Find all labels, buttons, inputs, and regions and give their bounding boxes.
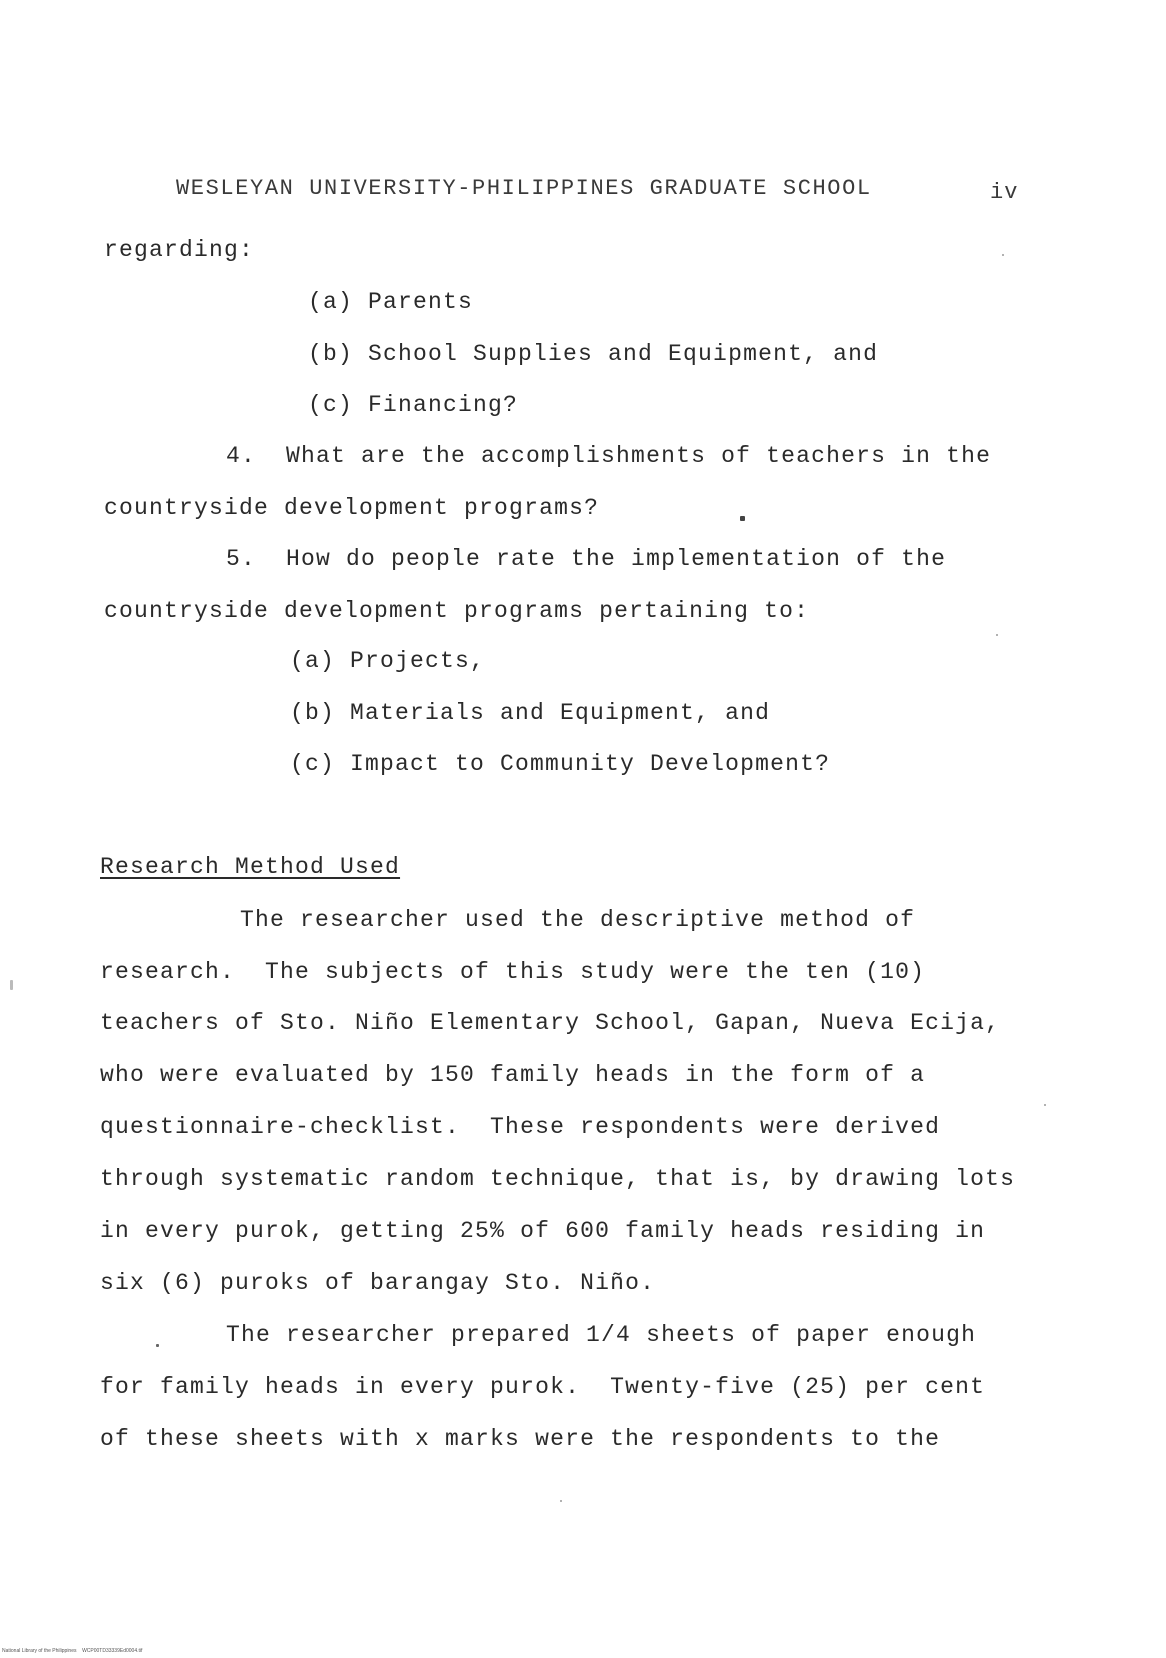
scan-speck [996,634,998,636]
body-line: (a) Projects, [290,648,486,674]
paragraph-line: teachers of Sto. Niño Elementary School, Gapan, Nueva Ecija, [100,1010,1001,1036]
scan-speck [1002,254,1004,256]
paragraph-line: through systematic random technique, that is, by drawing lots [100,1166,1016,1192]
scan-footer [2,1648,142,1654]
body-line: countryside development programs pertaining to: [104,598,810,624]
scan-speck [560,1500,562,1502]
footer-code: WCP00TD33339Ed0004.tif [82,1648,143,1654]
page-number: iv [990,180,1019,205]
scan-speck [10,980,13,990]
paragraph-line: who were evaluated by 150 family heads in the form of a [100,1062,926,1088]
body-line: 4. What are the accomplishments of teachers in the [226,443,992,469]
body-line: countryside development programs? [104,495,600,521]
section-heading: Research Method Used [100,854,401,880]
paragraph-line: The researcher prepared 1/4 sheets of paper enough [226,1322,977,1348]
body-line: (b) Materials and Equipment, and [290,700,771,726]
scan-speck [156,1344,159,1347]
scan-speck [1044,1104,1046,1106]
body-line: (c) Financing? [308,392,519,418]
paragraph-line: for family heads in every purok. Twenty-five (25) per cent [100,1374,986,1400]
paragraph-line: six (6) puroks of barangay Sto. Niño. [100,1270,656,1296]
footer-library: National Library of the Philippines [2,1648,77,1654]
body-line: (a) Parents [308,289,474,315]
paragraph-line: in every purok, getting 25% of 600 family heads residing in [100,1218,986,1244]
body-line: (b) School Supplies and Equipment, and [308,341,879,367]
paragraph-line: research. The subjects of this study were the ten (10) [100,959,926,985]
page-header-title: WESLEYAN UNIVERSITY-PHILIPPINES GRADUATE SCHOOL [176,176,872,201]
body-line: (c) Impact to Community Development? [290,751,831,777]
scan-speck [740,516,745,521]
paragraph-line: of these sheets with x marks were the respondents to the [100,1426,941,1452]
paragraph-line: The researcher used the descriptive method of [240,907,916,933]
body-line: regarding: [104,237,255,263]
paragraph-line: questionnaire-checklist. These respondents were derived [100,1114,941,1140]
body-line: 5. How do people rate the implementation of the [226,546,947,572]
